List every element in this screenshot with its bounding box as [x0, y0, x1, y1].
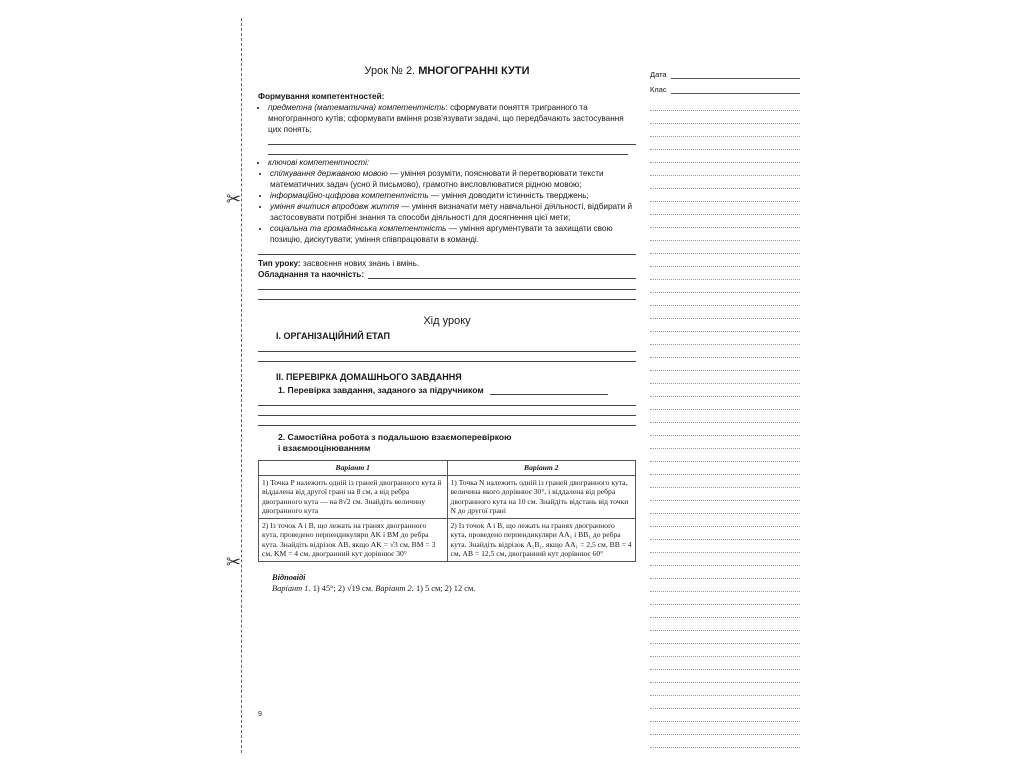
notes-line — [650, 631, 800, 644]
notes-line — [650, 254, 800, 267]
notes-line — [650, 436, 800, 449]
notes-line — [650, 514, 800, 527]
equipment-label: Обладнання та наочність: — [258, 270, 365, 279]
notes-line — [650, 124, 800, 137]
notes-line — [650, 202, 800, 215]
class-field[interactable] — [650, 83, 800, 94]
notes-line — [650, 215, 800, 228]
fill-line — [258, 290, 636, 300]
notes-line — [650, 735, 800, 748]
notes-line — [650, 228, 800, 241]
notes-line — [650, 163, 800, 176]
notes-line — [650, 150, 800, 163]
notes-line — [650, 683, 800, 696]
fill-line — [258, 245, 636, 255]
answers-text — [272, 583, 636, 594]
notes-line — [650, 358, 800, 371]
notes-line — [650, 644, 800, 657]
key-item — [270, 223, 636, 245]
key-item — [270, 201, 636, 223]
fill-line — [268, 135, 636, 145]
notes-line — [650, 657, 800, 670]
variants-table — [258, 460, 636, 562]
section-organizational: І. ОРГАНІЗАЦІЙНИЙ ЕТАП — [276, 331, 390, 341]
date-line — [671, 69, 800, 79]
notes-line — [650, 384, 800, 397]
section-homework-check: ІІ. ПЕРЕВІРКА ДОМАШНЬОГО ЗАВДАННЯ — [276, 372, 462, 382]
notes-line — [650, 475, 800, 488]
key-item-label: інформаційно-цифрова компетентність — [270, 191, 429, 200]
key-competencies-label: • ключові компетентності: — [268, 157, 636, 168]
subject-competency — [268, 102, 636, 145]
course-heading: Хід уроку — [423, 315, 471, 327]
key-item-text: — уміння аргументувати та захищати свою позицію, дискутувати; уміння співпрацювати в команді. — [270, 224, 613, 244]
lesson-number: Урок № 2. — [364, 65, 416, 77]
notes-line — [650, 449, 800, 462]
key-item-text: — уміння розуміти, пояснювати й перетворювати тексти математичних задач (усно й письмово), грамотно висловлюватися рідною мовою; — [270, 169, 604, 189]
notes-line — [650, 371, 800, 384]
variant2-answers: 1) 5 см; 2) 12 см. — [415, 583, 476, 593]
subject-competency-label: предметна (математична) компетентність — [268, 103, 446, 112]
key-item-text: — уміння доводити істинність тверджень; — [428, 191, 589, 200]
notes-line — [650, 605, 800, 618]
answers-heading: Відповіді — [272, 572, 306, 582]
scissors-icon: ✂ — [226, 552, 242, 572]
cut-line — [241, 18, 242, 753]
notes-line — [650, 722, 800, 735]
main-column — [258, 64, 636, 594]
notes-line — [650, 280, 800, 293]
lesson-topic: МНОГОГРАННІ КУТИ — [418, 65, 530, 77]
key-competencies-list — [258, 168, 636, 245]
variant2-label: Варіант 2. — [375, 583, 414, 593]
notes-lines — [650, 98, 800, 748]
competencies-list — [258, 102, 636, 145]
fill-line — [258, 280, 636, 290]
table-row — [259, 475, 636, 518]
notes-line — [650, 111, 800, 124]
notes-line — [650, 319, 800, 332]
key-item — [270, 190, 636, 201]
table-header: Варіант 2 — [447, 461, 636, 476]
fill-line — [258, 342, 636, 352]
key-item — [270, 168, 636, 190]
variant1-label: Варіант 1. — [272, 583, 311, 593]
independent-work-title: 2. Самостійна робота з подальшою взаємоперевіркою — [278, 432, 512, 442]
fill-line — [258, 406, 636, 416]
notes-line — [650, 189, 800, 202]
notes-line — [650, 267, 800, 280]
notes-line — [650, 306, 800, 319]
notes-line — [650, 540, 800, 553]
table-cell: 1) Точка N належить одній із граней двогранного кута, величина якого дорівнює 30°, і віддалена від ребра двогранного кута на 10 см. Знайдіть відстань від точки N до другої грані — [447, 475, 636, 518]
table-row — [259, 518, 636, 561]
key-item-label: спілкування державною мовою — [270, 169, 388, 178]
notes-line — [650, 176, 800, 189]
notes-line — [650, 332, 800, 345]
fill-line — [258, 416, 636, 426]
class-line — [671, 84, 800, 94]
table-cell: 2) Із точок A і B, що лежать на гранях двогранного кута, проведено перпендикуляри AK і BM до ребра кута. Знайдіть відрізок AB, якщо AK = √3 см, BM = 3 см, KM = 4 см, двогранний кут дорівнює 30° — [259, 518, 448, 561]
lesson-type-value: засвоєння нових знань і вмінь. — [302, 259, 420, 268]
table-header-row — [259, 461, 636, 476]
page-number: 9 — [258, 711, 262, 718]
table-header: Варіант 1 — [259, 461, 448, 476]
date-field[interactable] — [650, 68, 800, 79]
key-item-text: — уміння визначати мету навчальної діяльності, відбирати й застосовувати потрібні знання та способи діяльності для досягнення цієї мети; — [270, 202, 633, 222]
notes-column — [650, 68, 800, 748]
notes-line — [650, 137, 800, 150]
fill-line — [490, 385, 608, 395]
scissors-icon: ✂ — [226, 189, 242, 209]
notes-line — [650, 618, 800, 631]
variant1-answers: 1) 45°; 2) √19 см. — [312, 583, 374, 593]
independent-work-title-2: і взаємооцінюванням — [278, 443, 371, 453]
subject-competency-text: : сформувати поняття тригранного та многогранного кутів; сформувати вміння розв’язувати задачі, що передбачають застосування цих понять; — [268, 103, 624, 134]
homework-item-label: 1. Перевірка завдання, заданого за підручником — [278, 385, 484, 395]
fill-line — [268, 145, 628, 155]
notes-line — [650, 527, 800, 540]
fill-line — [258, 396, 636, 406]
lesson-title — [258, 66, 636, 77]
notes-line — [650, 709, 800, 722]
notes-line — [650, 670, 800, 683]
notes-line — [650, 423, 800, 436]
notes-line — [650, 397, 800, 410]
homework-item — [258, 385, 636, 396]
notes-line — [650, 345, 800, 358]
notes-line — [650, 579, 800, 592]
notes-line — [650, 293, 800, 306]
fill-line — [258, 352, 636, 362]
notes-line — [650, 566, 800, 579]
table-cell: 1) Точка P належить одній із граней двогранного кута й віддалена від другої грані на 8 см, а від ребра двогранного кута — на 8√2 см. Знайдіть величину двогранного кута — [259, 475, 448, 518]
key-competencies — [258, 157, 636, 168]
fill-line — [368, 269, 636, 279]
table-cell: 2) Із точок A і B, що лежать на гранях двогранного кута, проведено перпендикуляри AA₁ і BB₁ до ребра кута. Знайдіть відрізок A₁B₁, якщо AA₁ = 2,5 см, BB = 4 см, AB = 12,5 см, двогранний кут дорівнює 60° — [447, 518, 636, 561]
competencies-heading: Формування компетентностей: — [258, 92, 385, 101]
lesson-type-label: Тип уроку: — [258, 259, 301, 268]
notes-line — [650, 696, 800, 709]
equipment — [258, 269, 636, 280]
lesson-type — [258, 258, 636, 269]
notes-line — [650, 501, 800, 514]
date-label: Дата — [650, 70, 667, 79]
notes-line — [650, 98, 800, 111]
notes-line — [650, 592, 800, 605]
notes-line — [650, 553, 800, 566]
notes-line — [650, 488, 800, 501]
answers — [272, 572, 636, 594]
key-item-label: уміння вчитися впродовж життя — [270, 202, 399, 211]
class-label: Клас — [650, 85, 667, 94]
notes-line — [650, 462, 800, 475]
notes-line — [650, 410, 800, 423]
notes-line — [650, 241, 800, 254]
key-item-label: соціальна та громадянська компетентність — [270, 224, 447, 233]
